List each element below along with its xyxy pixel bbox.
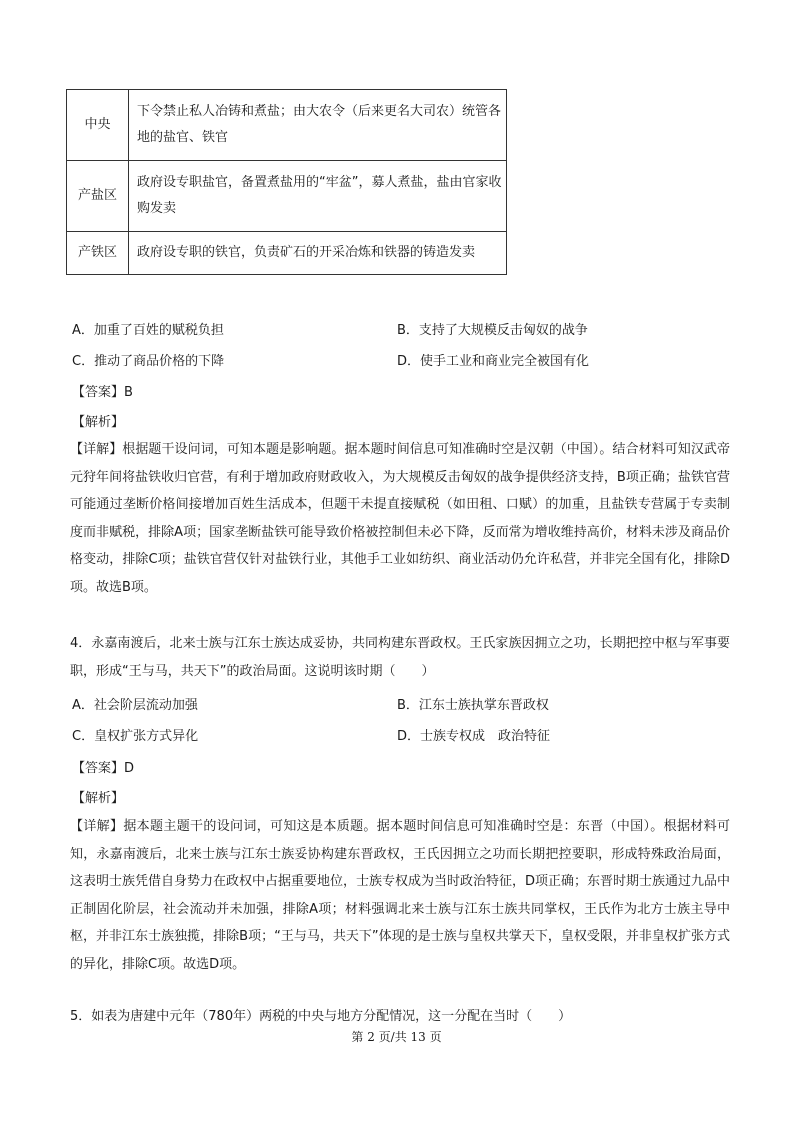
table-region-cell: 产铁区 xyxy=(67,232,129,275)
table-desc-cell: 政府设专职的铁官，负责矿石的开采冶炼和铁器的铸造发卖 xyxy=(129,232,507,275)
table-row xyxy=(67,232,507,275)
table-region-cell: 中央 xyxy=(67,90,129,161)
q4-option-d: D．士族专权成 政治特征 xyxy=(397,729,551,744)
table-region-cell: 产盐区 xyxy=(67,161,129,232)
q5-stem: 5．如表为唐建中元年（780年）两税的中央与地方分配情况，这一分配在当时（ ） xyxy=(70,1009,572,1024)
table-desc-cell: 政府设专职盐官，备置煮盐用的“牢盆”，募人煮盐，盐由官家收购发卖 xyxy=(129,161,507,232)
table-row xyxy=(67,90,507,161)
q4-option-a: A．社会阶层流动加强 xyxy=(72,698,198,713)
page-footer: 第 2 页/共 13 页 xyxy=(351,1030,442,1044)
q3-detail: 【详解】根据题干设问词，可知本题是影响题。据本题时间信息可知准确时空是汉朝（中国）。结合材料可知汉武帝元狩年间将盐铁收归官营，有利于增加政府财政收入，为大规模反击匈奴的战争提供经济支持，B项正确；盐铁官营可能通过垄断价格间接增加百姓生活成本，但题干未提直接赋税（如田租、口赋）的加重，且盐铁专营属于专卖制度而非赋税，排除A项；国家垄断盐铁可能导致价格被控制但未必下降，反而常为增收维持高价，材料未涉及商品价格变动，排除C项；盐铁官营仅针对盐铁行业，其他手工业如纺织、商业活动仍允许私营，并非完全国有化，排除D项。故选B项。 xyxy=(70,442,730,595)
policy-table xyxy=(66,89,507,275)
table-desc-cell: 下令禁止私人冶铸和煮盐；由大农令（后来更名大司农）统管各地的盐官、铁官 xyxy=(129,90,507,161)
q3-analysis-label: 【解析】 xyxy=(72,415,125,430)
q3-option-c: C．推动了商品价格的下降 xyxy=(72,354,225,369)
q4-analysis-label: 【解析】 xyxy=(72,791,125,806)
q3-option-a: A．加重了百姓的赋税负担 xyxy=(72,323,224,338)
q3-answer: 【答案】B xyxy=(72,385,133,400)
q4-option-b: B．江东士族执掌东晋政权 xyxy=(397,698,549,713)
q3-option-d: D．使手工业和商业完全被国有化 xyxy=(397,354,590,369)
table-row xyxy=(67,161,507,232)
q4-stem: 4．永嘉南渡后，北来士族与江东士族达成妥协，共同构建东晋政权。王氏家族因拥立之功，长期把控中枢与军事要职，形成“王与马，共天下”的政治局面。这说明该时期（ ） xyxy=(70,636,730,679)
q3-option-b: B．支持了大规模反击匈奴的战争 xyxy=(397,323,588,338)
q4-detail: 【详解】据本题主题干的设问词，可知这是本质题。据本题时间信息可知准确时空是：东晋（中国）。根据材料可知，永嘉南渡后，北来士族与江东士族妥协构建东晋政权，王氏因拥立之功而长期把控要职，形成特殊政治局面，这表明士族凭借自身势力在政权中占据重要地位，士族专权成为当时政治特征，D项正确；东晋时期士族通过九品中正制固化阶层，社会流动并未加强，排除A项；材料强调北来士族与江东士族共同掌权，王氏作为北方士族主导中枢，并非江东士族独揽，排除B项；“王与马，共天下”体现的是士族与皇权共掌天下，皇权受限，并非皇权扩张方式的异化，排除C项。故选D项。 xyxy=(70,819,731,972)
q4-option-c: C．皇权扩张方式异化 xyxy=(72,729,199,744)
q4-answer: 【答案】D xyxy=(72,761,135,776)
